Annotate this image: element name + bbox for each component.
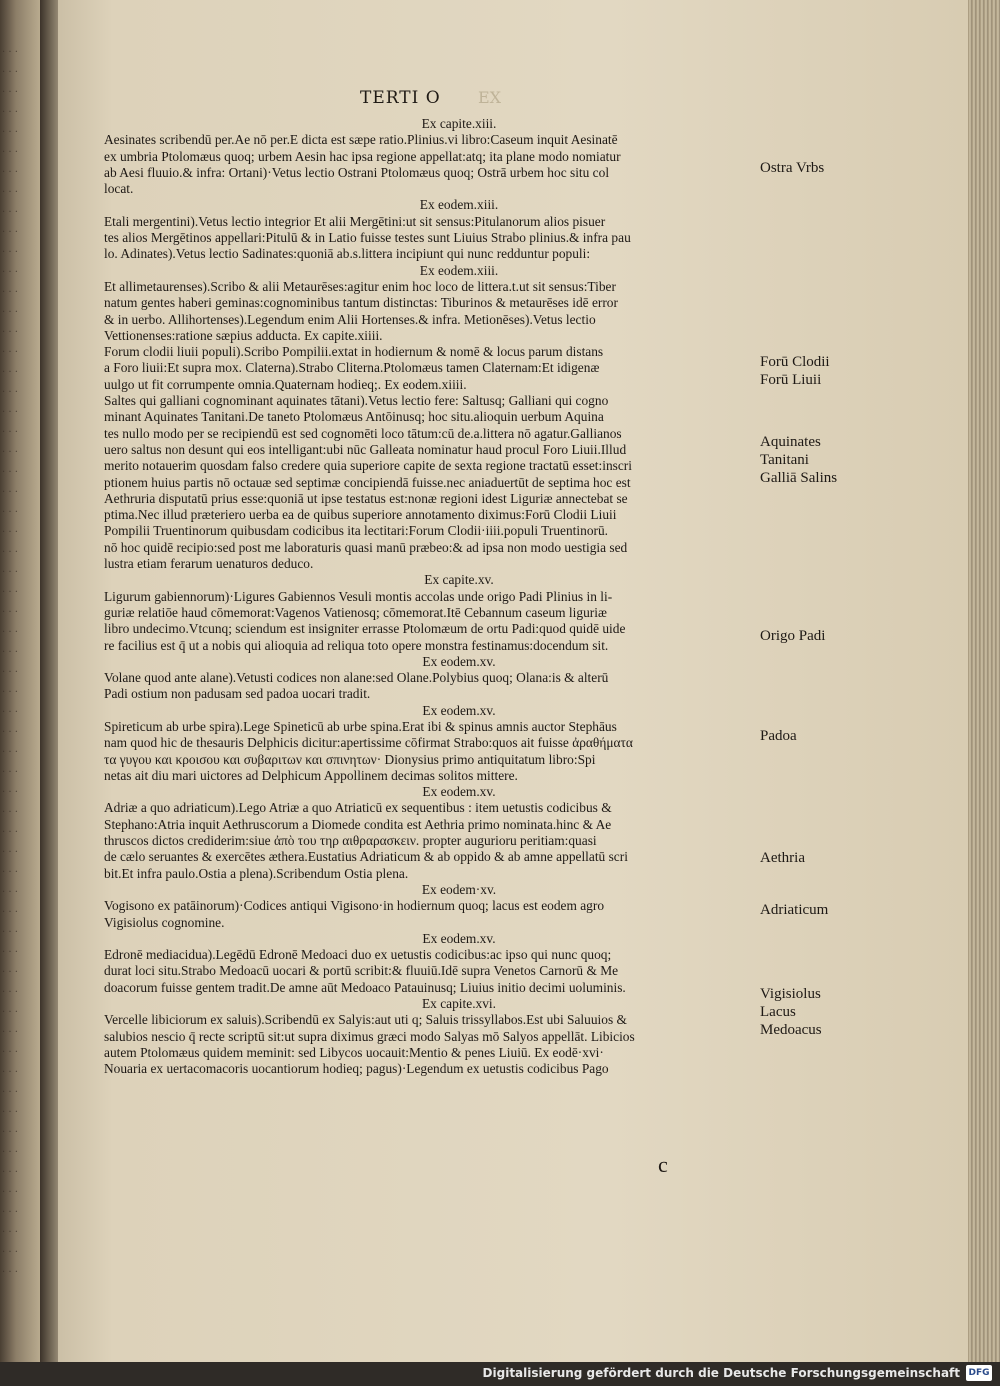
margin-note: Galliā Salins [760,470,838,486]
section-heading: Ex eodem·xv. [421,881,497,897]
text-line: tes nullo modo per se recipiendū est sed cognomēti loco tātum:cū de.a.littera nō agatur.Gallianos [104,425,622,441]
text-line: a Foro liuii:Et supra mox. Claterna).Strabo Cliterna.Ptolomæus tamen Claternam:Et idigenæ [104,360,600,376]
text-line: locat. [104,181,134,197]
margin-note: Origo Padi [760,628,826,644]
text-line: re facilius est q̄ ut a nobis qui alioquia ad reliqua toto opere monstra festinamus:docendum sit. [104,637,609,653]
text-line: Adriæ a quo adriaticum).Lego Atriæ a quo Atriaticū ex sequentibus : item uetustis codicibus & [104,800,612,816]
signature-mark: c [658,1152,668,1177]
text-line: ex umbria Ptolomæus quoq; urbem Aesin hac ipsa regione appellat:atq; ita plane modo nomiatur [104,148,621,164]
running-head-bleedthrough: EX [478,88,502,107]
margin-note: Adriaticum [760,902,829,918]
text-line: Pompilii Truentinorum quibusdam codicibus ita lectitari:Forum Clodii·iiii.populi Truentinorū. [104,523,609,539]
text-line: ptionem huius partis nō octauæ sed septimæ concipiendā fuisse.nec aniaduertūt de septima hoc est [104,474,631,490]
text-line: durat loci situ.Strabo Medoacū uocari & portū scribit:& fluuiū.Idē supra Venetos Carnorū & Me [104,963,619,979]
margin-note: Aquinates [760,434,821,450]
section-heading: Ex eodem.xv. [422,653,496,669]
margin-note: Ostra Vrbs [760,160,825,176]
text-line: lo. Adinates).Vetus lectio Sadinates:quoniā ab.s.littera incipiunt qui nunc redduntur populi: [104,246,591,262]
text-line: Spireticum ab urbe spira).Lege Spineticū ab urbe spina.Erat ibi & spinus amnis auctor Stephāus [104,718,617,734]
text-line: Vercelle libiciorum ex saluis).Scribendū ex Salyis:aut uti q; Saluis trissyllabos.Est ubi Saluuios & [104,1012,627,1028]
previous-page-edge [0,0,40,1362]
text-line: thruscos dictos crediderim:siue ἀπὸ του τηρ αιθραρασκειν. propter augurioru peritiam:quasi [104,833,597,849]
text-line: nam quod hic de thesauris Delphicis dicitur:apertissime cōfirmat Strabo:quos ait fuisse ἀραθήματα [104,735,633,751]
page-stack-edge [968,0,1000,1362]
text-line: Stephano:Atria inquit Aethruscorum a Diomede condita est Aethria primo nominata.hinc & Ae [104,816,612,832]
text-line: Vigisiolus cognomine. [104,914,225,930]
section-heading: Ex capite.xiii. [421,116,497,131]
text-line: guriæ relatiōe haud cōmemorat:Vagenos Vatienosq; cōmemorat.Itē Cebannum caseum liguriæ [104,604,607,620]
text-line: Aethruria disputatū prius esse:quoniā ut ipse testatus est:nonæ regioni idest Liguriæ annectebat se [104,490,628,506]
text-line: Padi ostium non padusam sed padoa uocari tradit. [104,686,371,702]
text-line: de cælo seruantes & exercētes æthera.Eustatius Adriaticum & ab oppido & ab amne appellatū scri [104,849,628,865]
text-line: Edronē mediacidua).Legēdū Edronē Medoaci duo ex uetustis codicibus:ac ipso qui nunc quoq; [104,947,612,963]
text-line: netas ait diu mari uictores ad Delphicum Appollinem decimas solitos mittere. [104,767,518,783]
section-heading: Ex capite.xvi. [422,996,496,1012]
text-line: libro undecimo.Vtcunq; sciendum est insigniter errasse Ptolomæum de ortu Padi:quod quidē uide [104,621,626,637]
text-line: salubios nescio q̄ recte scriptū sit:ut supra diximus græci modo Salyas mō Salyos appellāt. Libicios [104,1028,635,1044]
margin-note: Aethria [760,850,805,866]
text-line: uulgo ut fit corrumpente omnia.Quaternam hodieq;. Ex eodem.xiiii. [104,376,467,392]
text-line: Ligurum gabiennorum)·Ligures Gabiennos Vesuli montis accolas unde origo Padi Plinius in li- [104,588,613,604]
section-heading: Ex eodem.xv. [422,784,496,800]
text-line: minant Aquinates Tanitani.De taneto Ptolomæus Antōinusq; hoc situ.alioquin uerbum Aquina [104,409,604,425]
section-heading: Ex eodem.xv. [422,702,496,718]
text-line: doacorum fuisse gentem tradit.De amne aūt Medoaco Patauinusq; Liuius initio decimi uoluminis. [104,979,626,995]
text-line: & in uerbo. Allihortenses).Legendum enim Alii Hortenses.& infra. Metionēses).Vetus lectio [104,311,596,327]
text-line: bit.Et infra paulo.Ostia a plena).Scribendum Ostia plena. [104,865,409,881]
footer-credit-text: Digitalisierung gefördert durch die Deutsche Forschungsgemeinschaft [482,1366,960,1380]
section-heading: Ex eodem.xiii. [419,262,499,278]
text-line: ab Aesi fluuio.& infra: Ortani)·Vetus lectio Ostrani Ptolomæus quoq; Ostrā urbem hoc situ col [104,164,610,180]
text-line: ptima.Nec illud præteriero uerba ea de quibus superiore annotamento diximus:Forū Clodii Liuii [104,507,617,523]
text-line: Etali mergentini).Vetus lectio integrior Et alii Mergētini:ut sit sensus:Pitulanorum alios pisuer [104,213,606,229]
text-line: Saltes qui galliani cognominant aquinates tātani).Vetus lectio fere: Saltusq; Galliani qui cogno [104,393,609,409]
digitization-footer [0,1362,1000,1386]
text-line: Vogisono ex patāinorum)·Codices antiqui Vigisono·in hodiernum quoq; lacus est eodem agro [104,898,605,914]
text-line: natum gentes haberi geminas:cognominibus tantum distinctas: Tiburinos & metaurēses idē error [104,295,618,311]
margin-note: Padoa [760,728,797,744]
text-line: Nouaria ex uertacomacoris uocantiorum hodieq; pagus)·Legendum ex uetustis codicibus Pago [104,1061,609,1077]
margin-note: Forū Liuii [760,372,822,388]
text-line: merito notauerim quosdam falso credere quia superiore capite de sexta regione tractatū esset:inscri [104,458,632,474]
margin-note: Lacus [760,1004,796,1020]
text-line: lustra etiam ferarum uenaturos deduco. [104,556,314,572]
margin-note: Forū Clodii [760,354,830,370]
text-line: autem Ptolomæus quidem meminit: sed Libycos uocauit:Mentio & penes Liuiū. Ex eodē·xvi· [104,1044,604,1060]
text-line: τα γυγου και κροισου και συβαριτων και σπινητων· Dionysius primo antiquitatum libro:Spi [104,751,596,767]
previous-page-text-fragment: . . . . . . . . . . . . . . . . . . . . . . . . . . . . . . . . . . . . . . . . . . . . . . . . . . . . . . . . . . . . . . . . . . . . . . . . . . . . . . . . . . . . . . . . . . . . . . . . . . . . . . . . . . . . . . . . . . . . . . . . . . . . . . . . . . . . . . . . . . . . . . . . . . . . . . . . . . . . . . . . . . . . . . . . . . . . . . . . . . . . . . . . . . [2,44,18,1275]
text-line: Et allimetaurenses).Scribo & alii Metaurēses:agitur enim hoc loco de littera.t.ut sit sensus:Tiber [104,278,616,294]
text-line: tes alios Mergētinos appellari:Pitulū & in Latio fuisse testes sunt Liuius Strabo plinius.& infra pau [104,230,631,246]
margin-note: Medoacus [760,1022,822,1038]
running-head: TERTI O [360,88,441,108]
book-gutter [40,0,60,1362]
section-heading: Ex eodem.xiii. [419,197,499,213]
margin-note: Tanitani [760,452,809,468]
section-heading: Ex capite.xv. [424,572,494,588]
text-line: Forum clodii liuii populi).Scribo Pompilii.extat in hodiernum & nomē & locus parum distans [104,344,604,360]
main-text-block [104,116,744,1078]
section-heading: Ex eodem.xv. [422,930,496,946]
text-line: Aesinates scribendū per.Ae nō per.E dicta est sæpe ratio.Plinius.vi libro:Caseum inquit Aesinatē [104,132,618,148]
text-line: Vettionenses:ratione sæpius adducta. Ex capite.xiiii. [104,327,383,343]
margin-note: Vigisiolus [760,986,821,1002]
text-line: nō hoc quidē recipio:sed post me laboraturis quasi manū præbeo:& ad ipsa non modo uestigia sed [104,539,628,555]
dfg-logo-icon: DFG [966,1365,992,1381]
text-line: Volane quod ante alane).Vetusti codices non alane:sed Olane.Polybius quoq; Olana:is & alterū [104,670,609,686]
text-line: uero saltus non desunt qui eos intelligant:ubi nūc Galleata nominatur haud procul Foro Liuii.Illud [104,441,627,457]
